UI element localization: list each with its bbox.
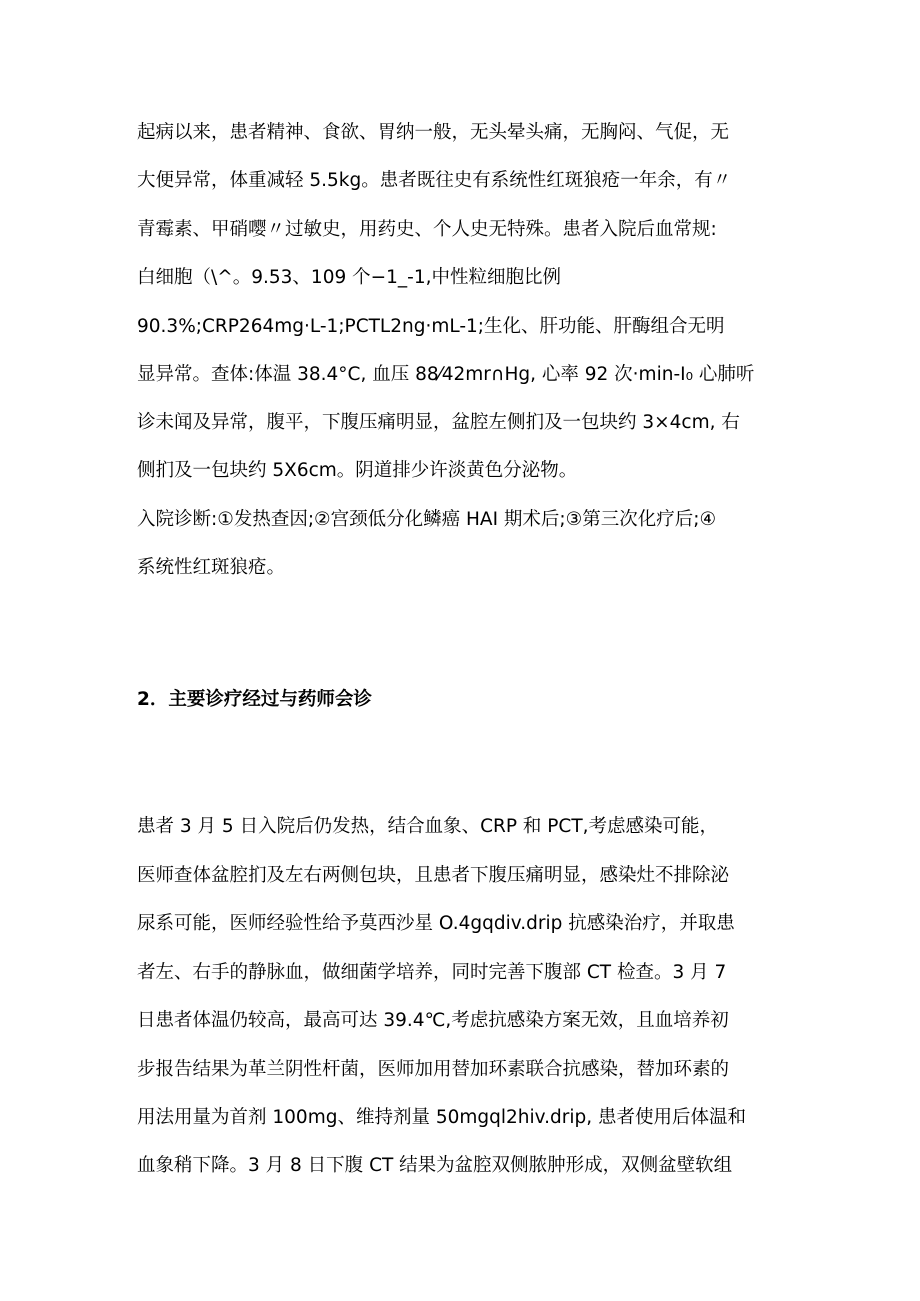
text-line: 入院诊断:①发热查因;②宫颈低分化鳞癌 HAI 期术后;③第三次化疗后;④ — [137, 509, 717, 530]
text-line: 日患者体温仍较高，最高可达 39.4℃,考虑抗感染方案无效，且血培养初 — [137, 1010, 729, 1031]
text-line: 起病以来，患者精神、食欲、胃纳一般，无头晕头痛，无胸闷、气促，无 — [137, 122, 730, 143]
text-line: 用法用量为首剂 100mg、维持剂量 50mgql2hiv.drip, 患者使用后体温和 — [137, 1107, 747, 1128]
text-line: 显异常。查体:体温 38.4°C, 血压 88⁄42mr∩Hg, 心率 92 次·min-I₀ 心肺听 — [137, 364, 755, 385]
text-line: 医师查体盆腔扪及左右两侧包块，且患者下腹压痛明显，感染灶不排除泌 — [137, 865, 730, 886]
text-line: 诊未闻及异常，腹平，下腹压痛明显，盆腔左侧扪及一包块约 3×4cm, 右 — [137, 412, 740, 433]
text-line: 系统性红斑狼疮。 — [137, 557, 286, 578]
text-line: 尿系可能，医师经验性给予莫西沙星 O.4gqdiv.drip 抗感染治疗，并取患 — [137, 913, 735, 934]
text-line: 血象稍下降。3 月 8 日下腹 CT 结果为盆腔双侧脓肿形成，双侧盆壁软组 — [137, 1155, 733, 1176]
text-line: 白细胞（\^。9.53、109 个−1_-1,中性粒细胞比例 — [137, 267, 561, 288]
text-line: 90.3%;CRP264mg·L-1;PCTL2ng·mL-1;生化、肝功能、肝酶组合无明 — [137, 316, 725, 337]
text-line: 患者 3 月 5 日入院后仍发热，结合血象、CRP 和 PCT,考虑感染可能， — [137, 816, 719, 837]
text-line: 者左、右手的静脉血，做细菌学培养，同时完善下腹部 CT 检查。3 月 7 — [137, 962, 727, 983]
section-heading: 2．主要诊疗经过与药师会诊 — [137, 689, 372, 710]
text-line: 侧扪及一包块约 5X6cm。阴道排少许淡黄色分泌物。 — [137, 460, 578, 481]
text-line: 青霉素、甲硝嘤〃过敏史，用药史、个人史无特殊。患者入院后血常规: — [137, 219, 717, 240]
text-line: 大便异常，体重减轻 5.5kg。患者既往史有系统性红斑狼疮一年余，有〃 — [137, 170, 732, 191]
text-line: 步报告结果为革兰阴性杆菌，医师加用替加环素联合抗感染，替加环素的 — [137, 1059, 730, 1080]
